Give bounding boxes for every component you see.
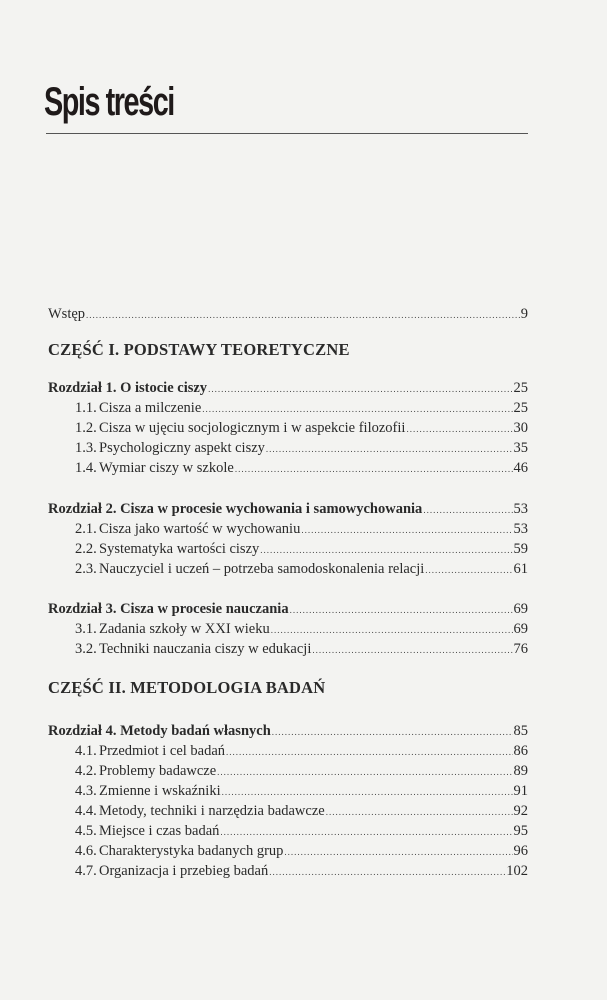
section-number: 2.3. — [75, 561, 97, 577]
toc-section[interactable] — [75, 539, 528, 559]
section-number: 1.2. — [75, 420, 97, 436]
entry-label: Przedmiot i cel badań — [99, 743, 226, 759]
section-number: 2.1. — [75, 521, 97, 537]
toc-section[interactable] — [75, 841, 528, 861]
toc-section[interactable] — [75, 801, 528, 821]
entry-page: 53 — [513, 501, 528, 517]
section-number: 1.3. — [75, 440, 97, 456]
entry-page: 25 — [513, 380, 528, 396]
section-number: 4.5. — [75, 823, 97, 839]
toc-section[interactable] — [75, 861, 528, 881]
dot-leader — [271, 620, 513, 640]
section-number: 1.4. — [75, 460, 97, 476]
entry-label: Rozdział 1. O istocie ciszy — [48, 380, 208, 396]
entry-label: Zmienne i wskaźniki — [99, 783, 221, 799]
entry-page: 102 — [506, 863, 528, 879]
entry-label: Metody, techniki i narzędzia badawcze — [99, 803, 325, 819]
toc-section[interactable] — [75, 821, 528, 841]
dot-leader — [202, 399, 512, 419]
section-number: 4.2. — [75, 763, 97, 779]
toc-section[interactable] — [75, 619, 528, 639]
toc-chapter[interactable] — [48, 599, 528, 619]
entry-label: Rozdział 4. Metody badań własnych — [48, 723, 271, 739]
part-heading: CZĘŚĆ I. PODSTAWY TEORETYCZNE — [48, 340, 350, 359]
toc-section[interactable] — [75, 398, 528, 418]
toc-section[interactable] — [75, 438, 528, 458]
toc-chapter[interactable] — [48, 721, 528, 741]
entry-label: Problemy badawcze — [99, 763, 217, 779]
dot-leader — [220, 822, 512, 842]
dot-leader — [222, 782, 513, 802]
section-number: 4.4. — [75, 803, 97, 819]
entry-page: 53 — [513, 521, 528, 537]
entry-page: 69 — [513, 621, 528, 637]
entry-label: Nauczyciel i uczeń – potrzeba samodoskonalenia relacji — [99, 561, 425, 577]
entry-label: Organizacja i przebieg badań — [99, 863, 269, 879]
dot-leader — [272, 722, 513, 742]
dot-leader — [208, 379, 512, 399]
entry-page: 46 — [513, 460, 528, 476]
dot-leader — [266, 439, 513, 459]
entry-label: Wstęp — [48, 306, 86, 322]
dot-leader — [226, 742, 512, 762]
entry-page: 85 — [513, 723, 528, 739]
entry-label: Techniki nauczania ciszy w edukacji — [99, 641, 312, 657]
page-title: Spis treści — [44, 80, 174, 124]
toc-section[interactable] — [75, 559, 528, 579]
toc-entry-intro[interactable] — [48, 304, 528, 324]
section-number: 2.2. — [75, 541, 97, 557]
entry-label: Rozdział 2. Cisza w procesie wychowania i samowychowania — [48, 501, 423, 517]
title-divider — [46, 133, 528, 134]
section-number: 3.2. — [75, 641, 97, 657]
dot-leader — [290, 600, 513, 620]
entry-page: 59 — [513, 541, 528, 557]
entry-page: 91 — [513, 783, 528, 799]
entry-page: 30 — [513, 420, 528, 436]
entry-page: 9 — [520, 306, 528, 322]
entry-page: 92 — [513, 803, 528, 819]
entry-page: 69 — [513, 601, 528, 617]
entry-page: 86 — [513, 743, 528, 759]
toc-section[interactable] — [75, 418, 528, 438]
entry-page: 89 — [513, 763, 528, 779]
entry-label: Systematyka wartości ciszy — [99, 541, 260, 557]
dot-leader — [312, 640, 512, 660]
dot-leader — [423, 500, 512, 520]
entry-label: Cisza w ujęciu socjologicznym i w aspekcie filozofii — [99, 420, 406, 436]
entry-page: 95 — [513, 823, 528, 839]
toc-section[interactable] — [75, 519, 528, 539]
dot-leader — [269, 862, 505, 882]
section-number: 4.3. — [75, 783, 97, 799]
entry-page: 25 — [513, 400, 528, 416]
dot-leader — [301, 520, 512, 540]
entry-page: 35 — [513, 440, 528, 456]
entry-page: 61 — [513, 561, 528, 577]
entry-label: Charakterystyka badanych grup — [99, 843, 284, 859]
toc-section[interactable] — [75, 781, 528, 801]
dot-leader — [284, 842, 512, 862]
toc-section[interactable] — [75, 639, 528, 659]
dot-leader — [217, 762, 512, 782]
toc-chapter[interactable] — [48, 378, 528, 398]
dot-leader — [406, 419, 512, 439]
entry-label: Zadania szkoły w XXI wieku — [99, 621, 270, 637]
toc-chapter[interactable] — [48, 499, 528, 519]
entry-page: 96 — [513, 843, 528, 859]
entry-label: Psychologiczny aspekt ciszy — [99, 440, 265, 456]
toc-section[interactable] — [75, 761, 528, 781]
toc-section[interactable] — [75, 458, 528, 478]
dot-leader — [235, 459, 513, 479]
toc-section[interactable] — [75, 741, 528, 761]
entry-label: Rozdział 3. Cisza w procesie nauczania — [48, 601, 289, 617]
section-number: 4.1. — [75, 743, 97, 759]
entry-label: Cisza jako wartość w wychowaniu — [99, 521, 301, 537]
entry-label: Wymiar ciszy w szkole — [99, 460, 234, 476]
section-number: 1.1. — [75, 400, 97, 416]
section-number: 4.6. — [75, 843, 97, 859]
entry-label: Miejsce i czas badań — [99, 823, 220, 839]
dot-leader — [86, 305, 520, 325]
section-number: 4.7. — [75, 863, 97, 879]
dot-leader — [260, 540, 512, 560]
entry-label: Cisza a milczenie — [99, 400, 202, 416]
dot-leader — [425, 560, 512, 580]
section-number: 3.1. — [75, 621, 97, 637]
dot-leader — [326, 802, 513, 822]
part-heading: CZĘŚĆ II. METODOLOGIA BADAŃ — [48, 678, 326, 697]
entry-page: 76 — [513, 641, 528, 657]
